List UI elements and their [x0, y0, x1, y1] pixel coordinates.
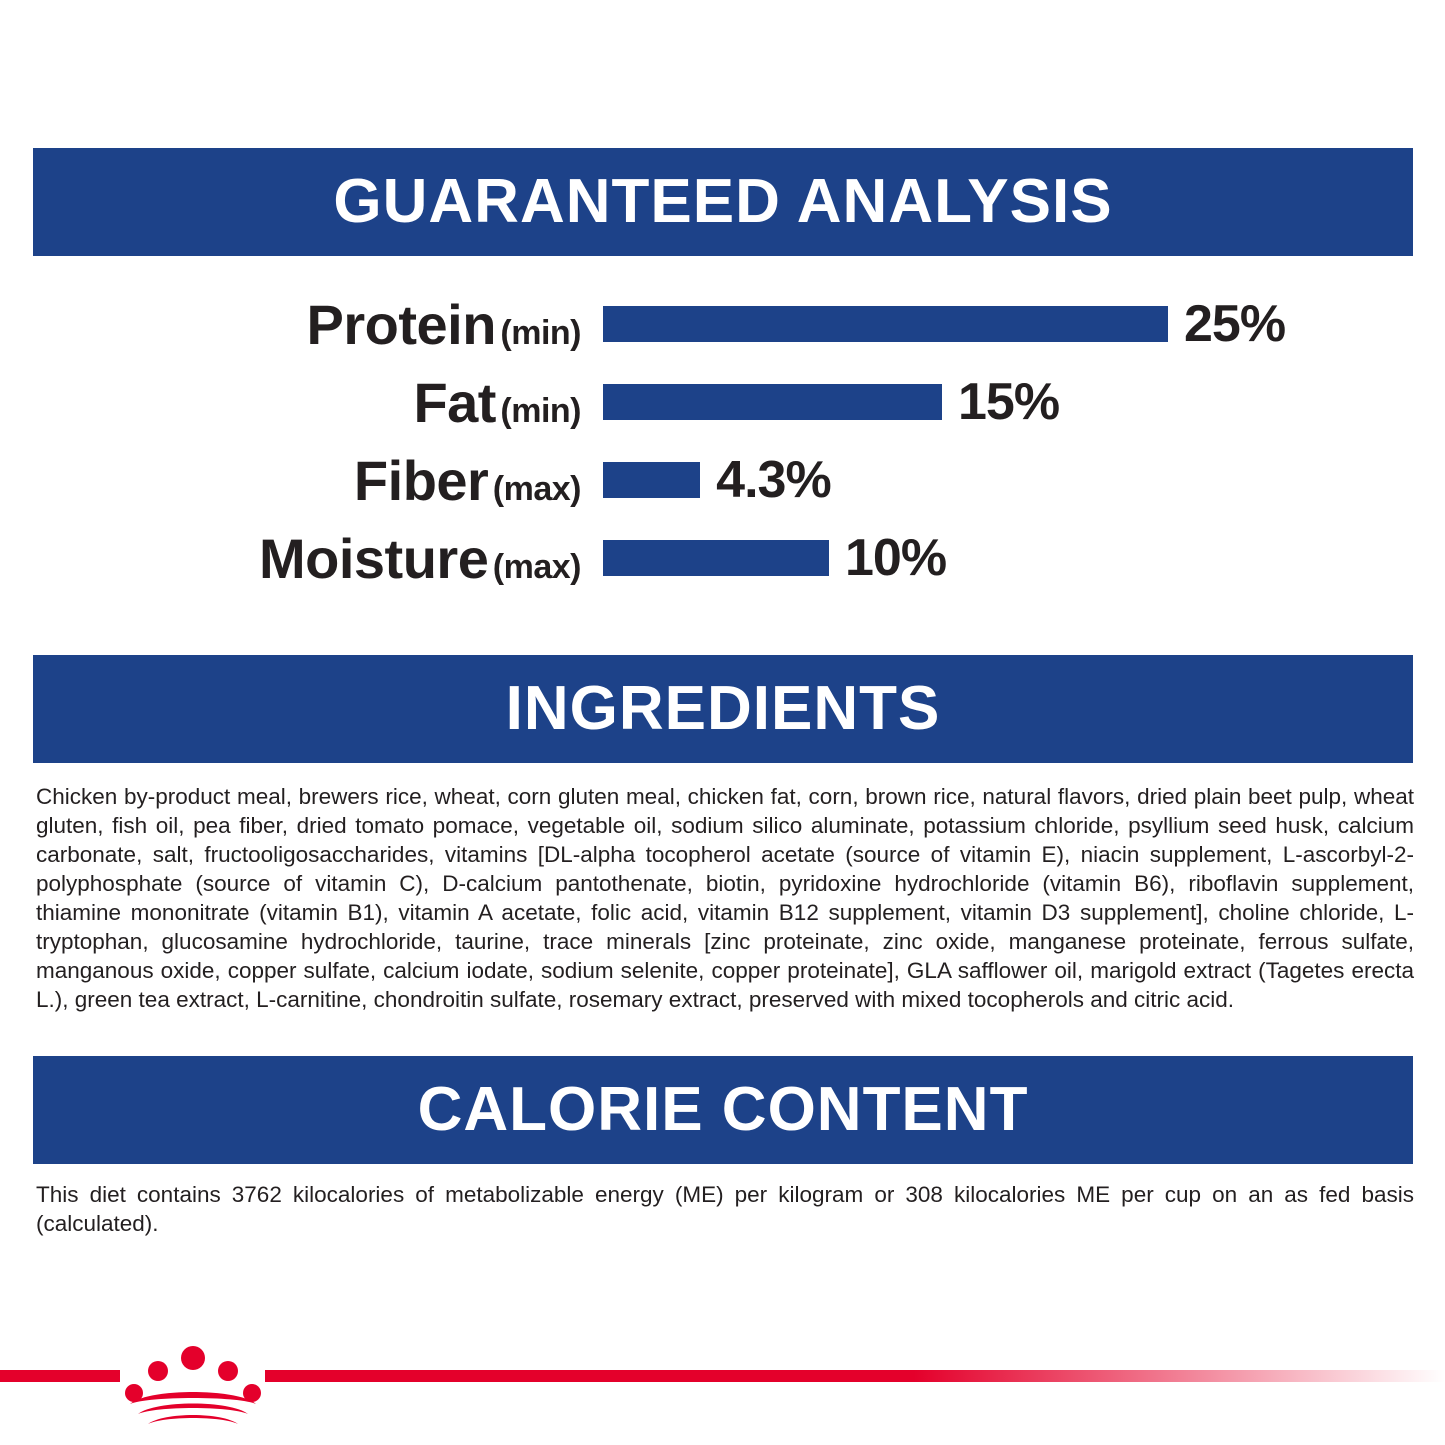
analysis-nutrient-name: Fat	[413, 370, 496, 434]
guaranteed-analysis-header	[33, 148, 1413, 256]
analysis-nutrient-qualifier: (min)	[500, 313, 581, 352]
analysis-row	[33, 285, 1413, 363]
analysis-row	[33, 363, 1413, 441]
footer-rule-right	[265, 1370, 1445, 1382]
analysis-row-label	[33, 526, 603, 591]
analysis-bar	[603, 384, 942, 420]
calorie-content-body: This diet contains 3762 kilocalories of metabolizable energy (ME) per kilogram or 308 kilocalories ME per cup on an as fed basis (calculated).	[36, 1182, 1414, 1236]
analysis-bar-wrap	[603, 372, 1059, 432]
calorie-content-title: CALORIE CONTENT	[417, 1075, 1029, 1144]
analysis-nutrient-name: Protein	[306, 292, 496, 356]
royal-canin-crown-icon	[118, 1338, 268, 1434]
analysis-bar-wrap	[603, 294, 1285, 354]
analysis-row-label	[33, 292, 603, 357]
analysis-row	[33, 519, 1413, 597]
analysis-bar-wrap	[603, 450, 831, 510]
ingredients-title: INGREDIENTS	[505, 674, 941, 743]
calorie-content-header	[33, 1056, 1413, 1164]
analysis-bar	[603, 462, 700, 498]
analysis-value: 15%	[958, 373, 1060, 431]
analysis-nutrient-qualifier: (max)	[492, 547, 581, 586]
analysis-value: 10%	[845, 529, 947, 587]
analysis-bar	[603, 540, 829, 576]
analysis-row-label	[33, 448, 603, 513]
analysis-nutrient-qualifier: (max)	[492, 469, 581, 508]
analysis-nutrient-name: Fiber	[353, 448, 489, 512]
analysis-row-label	[33, 370, 603, 435]
analysis-row	[33, 441, 1413, 519]
analysis-value: 25%	[1184, 295, 1286, 353]
ingredients-body: Chicken by-product meal, brewers rice, wheat, corn gluten meal, chicken fat, corn, brown rice, natural flavors, dried plain beet pulp, wheat gluten, fish oil, pea fiber, dried tomato pomace, vegetable oil, sodium silico aluminate, potassium chloride, psyllium seed husk, calcium carbonate, salt, fructooligosaccharides, vitamins [DL-alpha tocopherol acetate (source of vitamin E), niacin supplement, L-ascorbyl-2-polyphosphate (source of vitamin C), D-calcium pantothenate, biotin, pyridoxine hydrochloride (vitamin B6), riboflavin supplement, thiamine mononitrate (vitamin B1), vitamin A acetate, folic acid, vitamin B12 supplement, vitamin D3 supplement], choline chloride, L-tryptophan, glucosamine hydrochloride, taurine, trace minerals [zinc proteinate, zinc oxide, manganese proteinate, ferrous sulfate, manganous oxide, copper sulfate, calcium iodate, sodium selenite, copper proteinate], GLA safflower oil, marigold extract (Tagetes erecta L.), green tea extract, L-carnitine, chondroitin sulfate, rosemary extract, preserved with mixed tocopherols and citric acid.	[36, 784, 1414, 1012]
guaranteed-analysis-chart	[33, 285, 1413, 597]
analysis-bar-wrap	[603, 528, 946, 588]
analysis-nutrient-qualifier: (min)	[500, 391, 581, 430]
guaranteed-analysis-title: GUARANTEED ANALYSIS	[333, 167, 1113, 236]
footer	[0, 1348, 1445, 1428]
analysis-bar	[603, 306, 1168, 342]
analysis-value: 4.3%	[716, 451, 831, 509]
footer-rule-left	[0, 1370, 120, 1382]
ingredients-header	[33, 655, 1413, 763]
analysis-nutrient-name: Moisture	[258, 526, 489, 590]
